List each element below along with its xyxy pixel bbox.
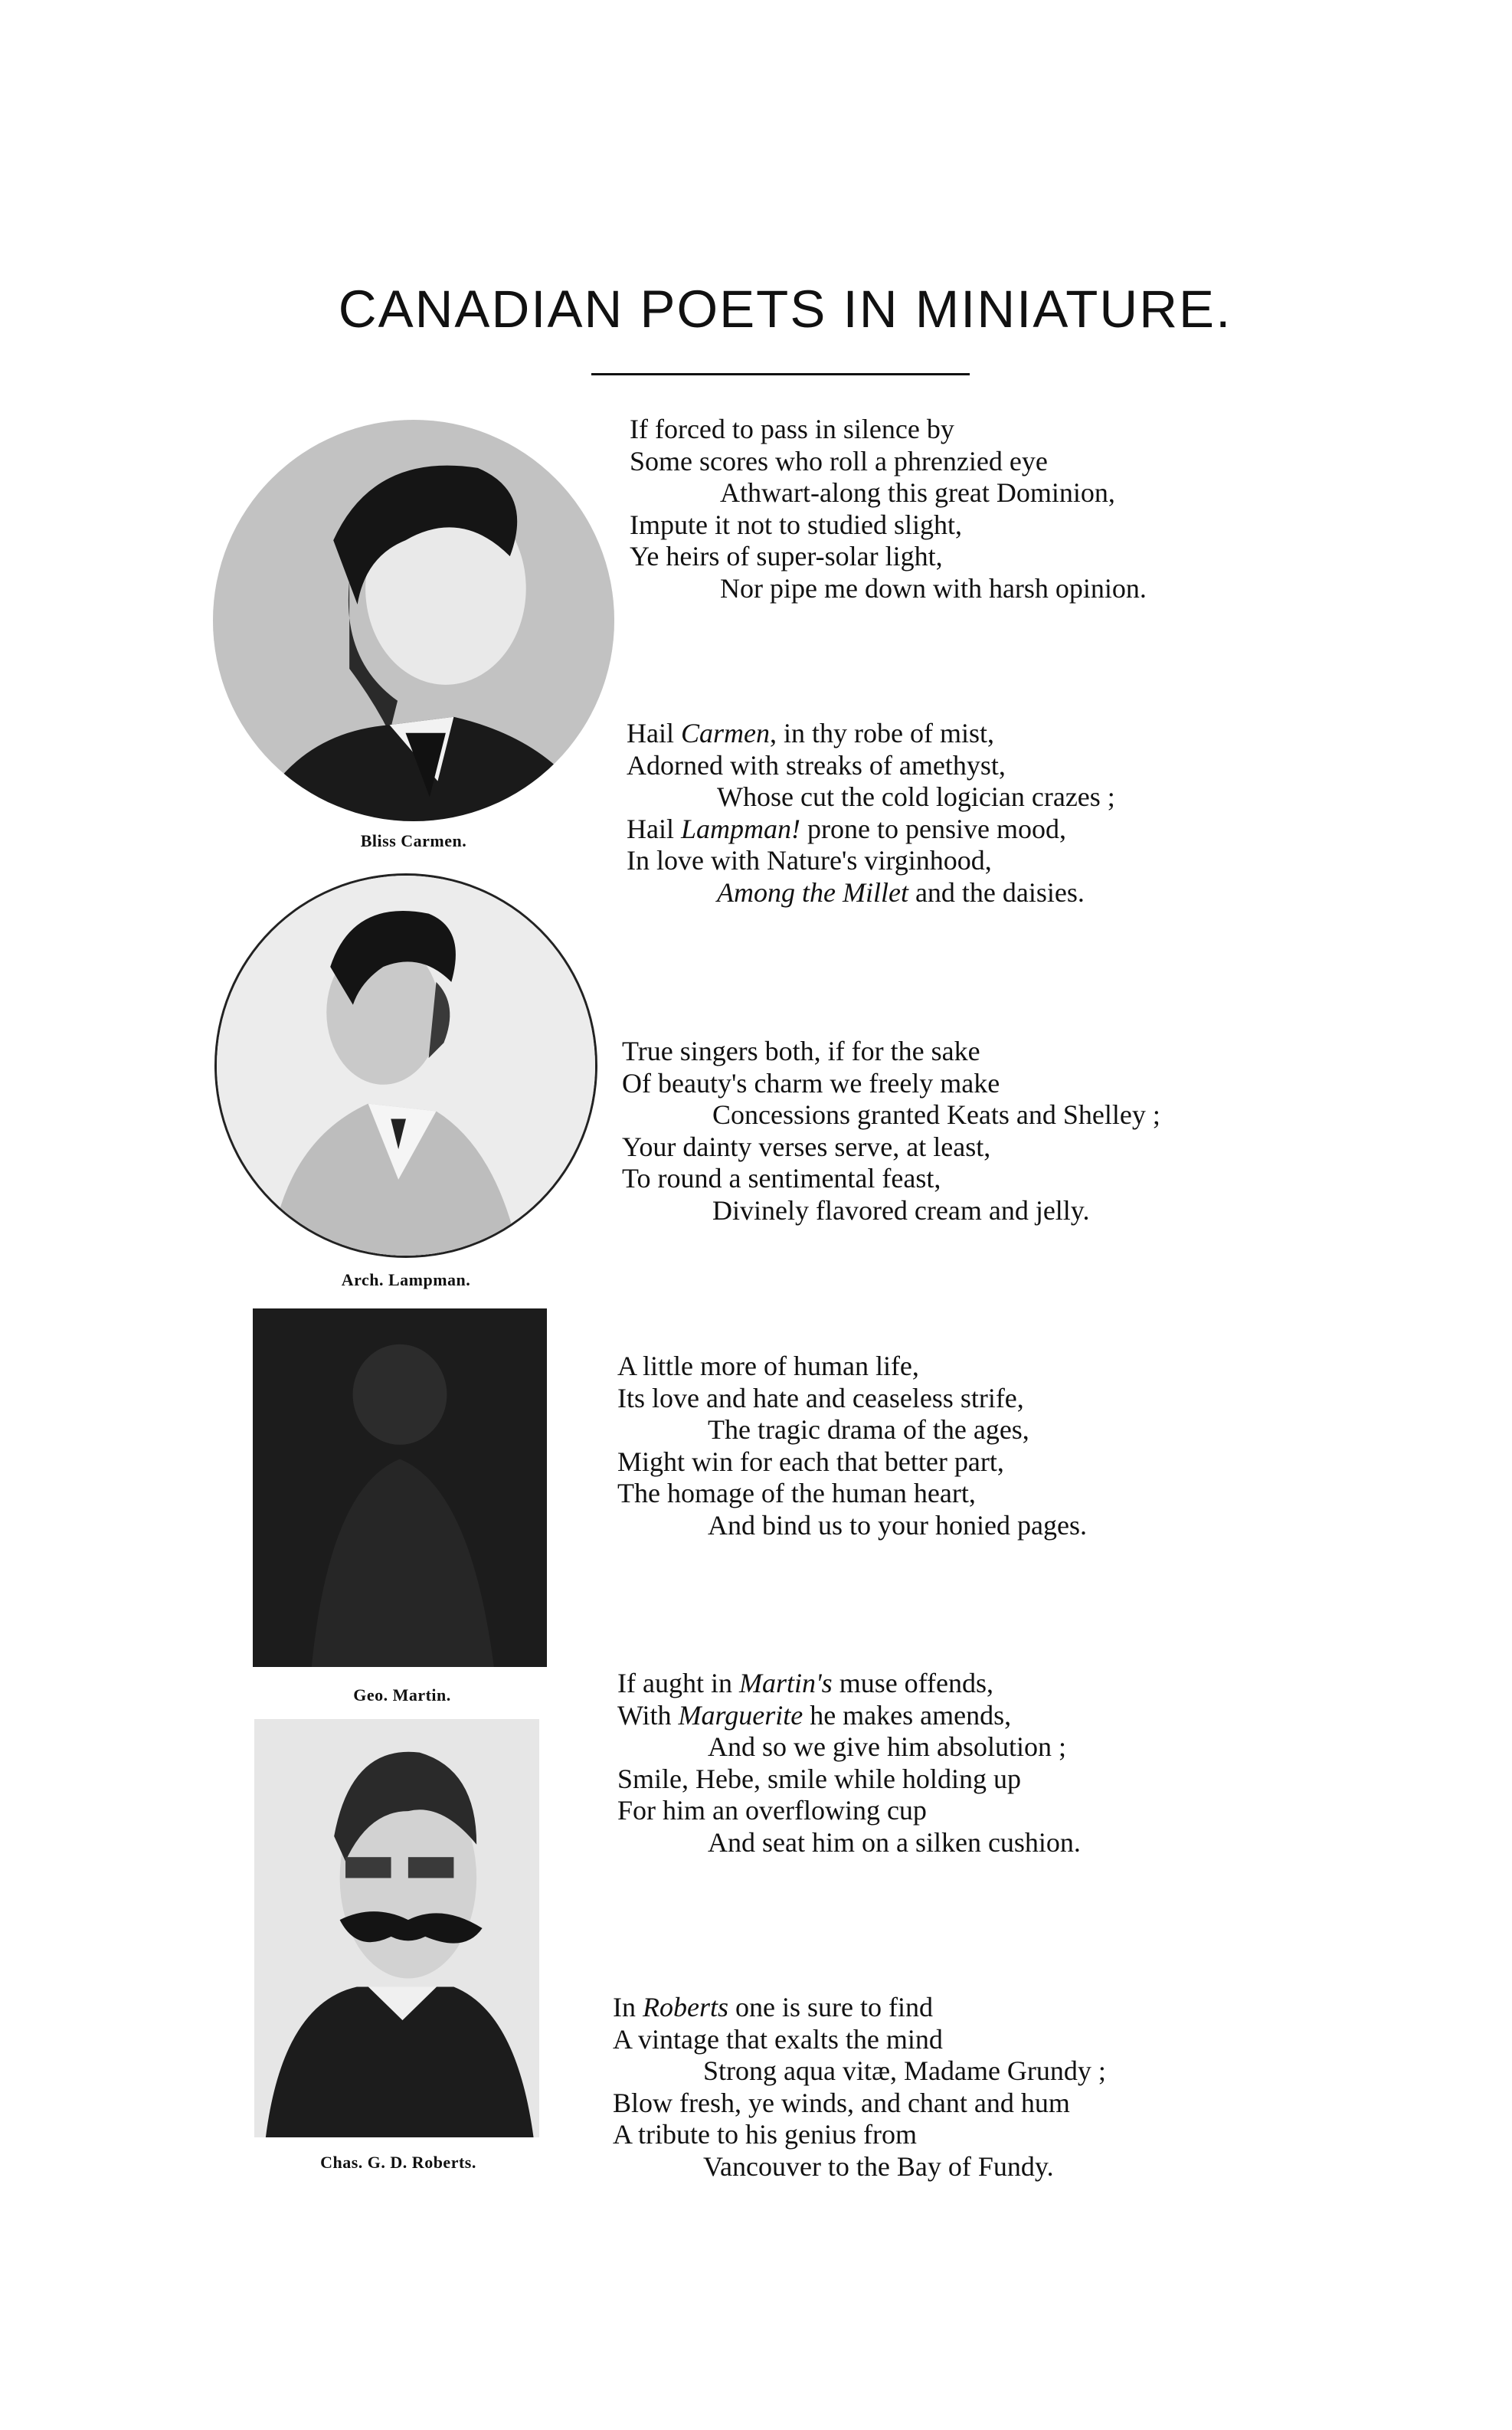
poem-line: A vintage that exalts the mind (613, 2023, 943, 2055)
poem-line: If aught in Martin's muse offends, (617, 1668, 993, 1698)
poem-line: Smile, Hebe, smile while holding up (617, 1763, 1021, 1794)
italic-title: Roberts (643, 1992, 728, 2022)
poem-line: Hail Lampman! prone to pensive mood, (627, 813, 1066, 844)
poem-line: And bind us to your honied pages. (708, 1509, 1087, 1541)
italic-title: Martin's (738, 1668, 833, 1698)
poem-line: Athwart-along this great Dominion, (720, 477, 1115, 508)
stanza-6 (613, 1992, 1106, 2183)
poem-line: Blow fresh, ye winds, and chant and hum (613, 2087, 1070, 2118)
stanza-2 (627, 718, 1115, 909)
poem-line: To round a sentimental feast, (622, 1163, 941, 1194)
caption-geo-martin: Geo. Martin. (353, 1685, 451, 1705)
poem-line: Ye heirs of super-solar light, (630, 541, 943, 571)
italic-title: Lampman! (680, 813, 800, 844)
italic-title: Marguerite (678, 1699, 803, 1731)
poem-line: The tragic drama of the ages, (708, 1414, 1029, 1445)
portrait-geo-martin (253, 1308, 547, 1667)
poem-line: Impute it not to studied slight, (630, 509, 962, 540)
portrait-chas-roberts (254, 1719, 539, 2137)
poem-line: A tribute to his genius from (613, 2119, 917, 2150)
poem-line: Strong aqua vitæ, Madame Grundy ; (703, 2055, 1106, 2086)
caption-arch-lampman: Arch. Lampman. (341, 1270, 471, 1289)
poem-line: In love with Nature's virginhood, (627, 845, 992, 876)
stanza-5 (617, 1668, 1081, 1859)
poem-line: Hail Carmen, in thy robe of mist, (627, 718, 994, 748)
poem-line: In Roberts one is sure to find (613, 1992, 933, 2022)
italic-title: Carmen (680, 718, 770, 748)
portrait-arch-lampman (214, 873, 597, 1258)
poem-line: Adorned with streaks of amethyst, (627, 749, 1006, 781)
stanza-1 (630, 414, 1147, 604)
poem-line: Among the Millet and the daisies. (717, 876, 1085, 908)
title-rule (591, 373, 970, 375)
poem-line: True singers both, if for the sake (622, 1036, 980, 1066)
poem-line: Might win for each that better part, (617, 1446, 1004, 1477)
poem-line: If forced to pass in silence by (630, 414, 954, 444)
poem-line: A little more of human life, (617, 1351, 919, 1381)
page-title: CANADIAN POETS IN MINIATURE. (338, 280, 1232, 339)
poem-line: Your dainty verses serve, at least, (622, 1131, 991, 1162)
poem-line: Vancouver to the Bay of Fundy. (703, 2150, 1054, 2182)
poem-line: Some scores who roll a phrenzied eye (630, 445, 1048, 477)
poem-line: Whose cut the cold logician crazes ; (717, 781, 1115, 812)
poem-line: And so we give him absolution ; (708, 1731, 1066, 1762)
poem-line: The homage of the human heart, (617, 1478, 976, 1508)
stanza-4 (617, 1351, 1087, 1541)
caption-chas-roberts: Chas. G. D. Roberts. (320, 2153, 476, 2172)
poem-line: Divinely flavored cream and jelly. (712, 1194, 1090, 1226)
poem-line: With Marguerite he makes amends, (617, 1699, 1012, 1731)
poem-line: And seat him on a silken cushion. (708, 1826, 1081, 1858)
poem-line: Its love and hate and ceaseless strife, (617, 1382, 1024, 1413)
poem-line: Concessions granted Keats and Shelley ; (712, 1099, 1160, 1130)
caption-bliss-carmen: Bliss Carmen. (360, 831, 467, 850)
poem-line: For him an overflowing cup (617, 1795, 927, 1826)
portrait-bliss-carmen (213, 420, 614, 821)
poem-line: Of beauty's charm we freely make (622, 1067, 1000, 1099)
stanza-3 (622, 1036, 1160, 1226)
poem-line: Nor pipe me down with harsh opinion. (720, 572, 1147, 604)
italic-title: Among the Millet (717, 876, 908, 908)
